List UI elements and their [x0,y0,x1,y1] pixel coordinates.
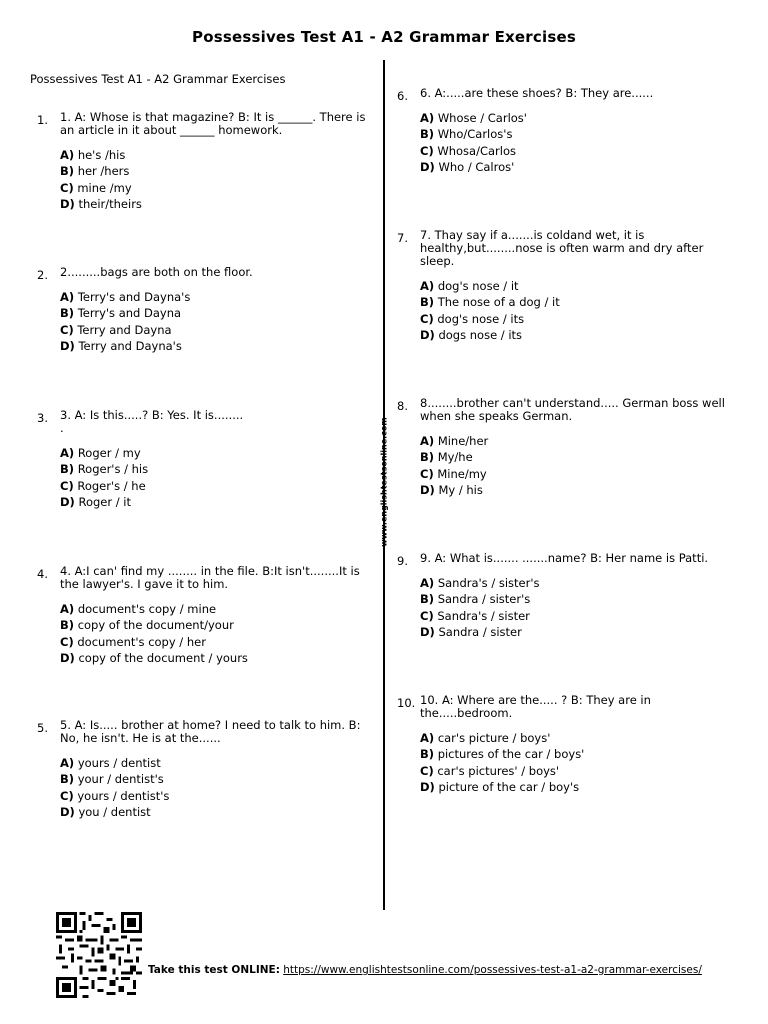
option-letter: A) [420,576,435,590]
answer-option[interactable] [420,161,737,177]
option-text: their/theirs [78,197,142,212]
test-url-link[interactable]: https://www.englishtestsonline.com/possessives-test-a1-a2-grammar-exercises/ [283,964,702,976]
option-letter: D) [60,805,75,820]
option-text: Sandra / sister's [437,592,531,607]
answer-option[interactable] [60,182,373,198]
answer-option[interactable] [60,307,373,323]
option-text: Mine/my [437,466,487,481]
option-letter: D) [420,160,435,175]
option-letter: B) [60,772,75,787]
option-letter: B) [420,747,435,762]
question-7 [397,229,737,346]
answer-option[interactable] [420,112,737,128]
answer-option[interactable] [420,593,737,609]
question-number: 5. [37,721,48,735]
option-text: Mine/her [437,434,489,448]
option-letter: B) [420,127,435,142]
answer-option[interactable] [60,652,373,668]
question-number: 1. [37,113,48,127]
option-text: pictures of the car / boys' [437,747,585,762]
option-letter: B) [420,450,435,465]
answer-option[interactable] [60,463,373,479]
option-letter: B) [60,618,75,633]
question-8 [397,397,737,501]
option-letter: A) [60,602,75,616]
option-text: dog's nose / its [437,311,525,326]
question-1 [37,111,373,215]
answer-option[interactable] [420,765,737,781]
option-letter: A) [420,731,435,745]
answer-option[interactable] [420,626,737,642]
option-text: Roger's / he [77,478,146,493]
question-9 [397,552,737,643]
option-text: yours / dentist [77,756,161,770]
answer-option[interactable] [420,313,737,329]
option-letter: C) [60,788,74,803]
option-text: Roger / it [78,495,131,510]
option-text: My / his [438,483,483,498]
answer-option[interactable] [60,636,373,652]
option-letter: B) [60,306,75,321]
option-text: document's copy / mine [77,602,217,616]
question-number: 3. [37,411,48,425]
question-text: 8........brother can't understand..... German boss well when she speaks German. [420,396,725,423]
option-text: Terry and Dayna's [78,339,182,354]
answer-option[interactable] [420,748,737,764]
answer-option[interactable] [420,435,737,451]
answer-option[interactable] [60,324,373,340]
question-text: 3. A: Is this.....? B: Yes. It is........ . [60,408,244,435]
option-letter: B) [60,164,75,179]
option-letter: D) [420,625,435,640]
footer-label: Take this test ONLINE: [148,964,280,976]
question-2 [37,266,373,357]
question-text: 9. A: What is....... .......name? B: Her name is Patti. [420,551,709,565]
option-letter: C) [420,608,434,623]
option-text: Sandra's / sister [437,608,530,623]
option-text: Sandra's / sister's [437,576,540,590]
option-text: copy of the document/your [77,618,234,633]
question-text: 4. A:I can' find my ........ in the file. B:It isn't........It is the lawyer's. I gave it to him. [60,564,360,591]
answer-option[interactable] [60,806,373,822]
option-letter: C) [60,634,74,649]
answer-option[interactable] [60,496,373,512]
option-letter: C) [420,763,434,778]
page-subtitle: Possessives Test A1 - A2 Grammar Exercises [30,72,286,86]
option-text: mine /my [77,180,132,195]
answer-option[interactable] [60,291,373,307]
option-text: dog's nose / it [437,279,519,293]
option-letter: C) [60,322,74,337]
question-text: 2.........bags are both on the floor. [60,265,253,279]
option-letter: A) [60,446,75,460]
question-text: 6. A:.....are these shoes? B: They are...... [420,86,654,100]
option-letter: A) [60,290,75,304]
option-text: copy of the document / yours [78,651,248,666]
option-letter: D) [60,495,75,510]
page-title: Possessives Test A1 - A2 Grammar Exercises [192,28,576,46]
question-text: 10. A: Where are the..... ? B: They are in the.....bedroom. [420,693,651,720]
option-letter: D) [420,483,435,498]
question-text: 7. Thay say if a.......is coldand wet, it is healthy,but........nose is often warm and dry after sleep. [420,228,704,268]
option-text: Sandra / sister [438,625,522,640]
option-letter: B) [420,592,435,607]
answer-option[interactable] [60,790,373,806]
question-5 [37,719,373,823]
question-text: 5. A: Is..... brother at home? I need to talk to him. B: No, he isn't. He is at the...... [60,718,361,745]
option-text: Whosa/Carlos [437,143,516,158]
answer-option[interactable] [420,451,737,467]
answer-option[interactable] [60,603,373,619]
option-letter: A) [60,148,75,162]
option-text: picture of the car / boy's [438,780,580,795]
question-6 [397,87,737,178]
question-number: 8. [397,399,408,413]
answer-option[interactable] [420,145,737,161]
answer-option[interactable] [60,340,373,356]
option-text: My/he [437,450,473,465]
answer-option[interactable] [420,732,737,748]
option-text: Who / Calros' [438,160,515,175]
option-text: you / dentist [78,805,151,820]
answer-option[interactable] [60,447,373,463]
option-letter: D) [60,339,75,354]
answer-option[interactable] [60,198,373,214]
option-letter: A) [60,756,75,770]
answer-option[interactable] [420,468,737,484]
answer-option[interactable] [420,610,737,626]
answer-option[interactable] [420,296,737,312]
option-text: Terry and Dayna [77,322,172,337]
online-test-footer [148,964,708,977]
side-watermark-text: www.englishtestsonline.com [379,417,389,547]
option-text: yours / dentist's [77,788,170,803]
answer-option[interactable] [420,280,737,296]
answer-option[interactable] [60,773,373,789]
option-letter: D) [420,328,435,343]
answer-option[interactable] [420,577,737,593]
question-10 [397,694,737,798]
answer-option[interactable] [60,149,373,165]
option-letter: A) [420,279,435,293]
option-letter: C) [420,311,434,326]
option-letter: C) [60,478,74,493]
option-text: her /hers [77,164,130,179]
option-letter: C) [420,466,434,481]
option-letter: A) [420,111,435,125]
answer-option[interactable] [60,165,373,181]
option-text: document's copy / her [77,634,206,649]
question-number: 2. [37,268,48,282]
option-letter: B) [60,462,75,477]
option-letter: D) [420,780,435,795]
question-text: 1. A: Whose is that magazine? B: It is ______. There is an article in it about ______ homework. [60,110,366,137]
option-text: Roger's / his [77,462,149,477]
answer-option[interactable] [420,484,737,500]
qr-code-icon [55,912,143,998]
answer-option[interactable] [60,619,373,635]
option-letter: B) [420,295,435,310]
answer-option[interactable] [60,757,373,773]
question-number: 4. [37,567,48,581]
answer-option[interactable] [60,480,373,496]
answer-option[interactable] [420,128,737,144]
option-letter: D) [60,651,75,666]
option-text: Whose / Carlos' [437,111,527,125]
option-text: Terry's and Dayna's [77,290,191,304]
option-text: car's picture / boys' [437,731,551,745]
answer-option[interactable] [420,781,737,797]
question-number: 7. [397,231,408,245]
option-text: The nose of a dog / it [437,295,560,310]
option-text: he's /his [77,148,126,162]
option-letter: C) [420,143,434,158]
question-number: 9. [397,554,408,568]
option-text: Terry's and Dayna [77,306,182,321]
question-3 [37,409,373,513]
option-letter: D) [60,197,75,212]
option-text: your / dentist's [77,772,164,787]
question-number: 10. [397,696,416,710]
option-text: dogs nose / its [438,328,523,343]
answer-option[interactable] [420,329,737,345]
option-text: Who/Carlos's [437,127,513,142]
option-letter: A) [420,434,435,448]
question-number: 6. [397,89,408,103]
option-text: Roger / my [77,446,141,460]
option-text: car's pictures' / boys' [437,763,560,778]
question-4 [37,565,373,669]
option-letter: C) [60,180,74,195]
